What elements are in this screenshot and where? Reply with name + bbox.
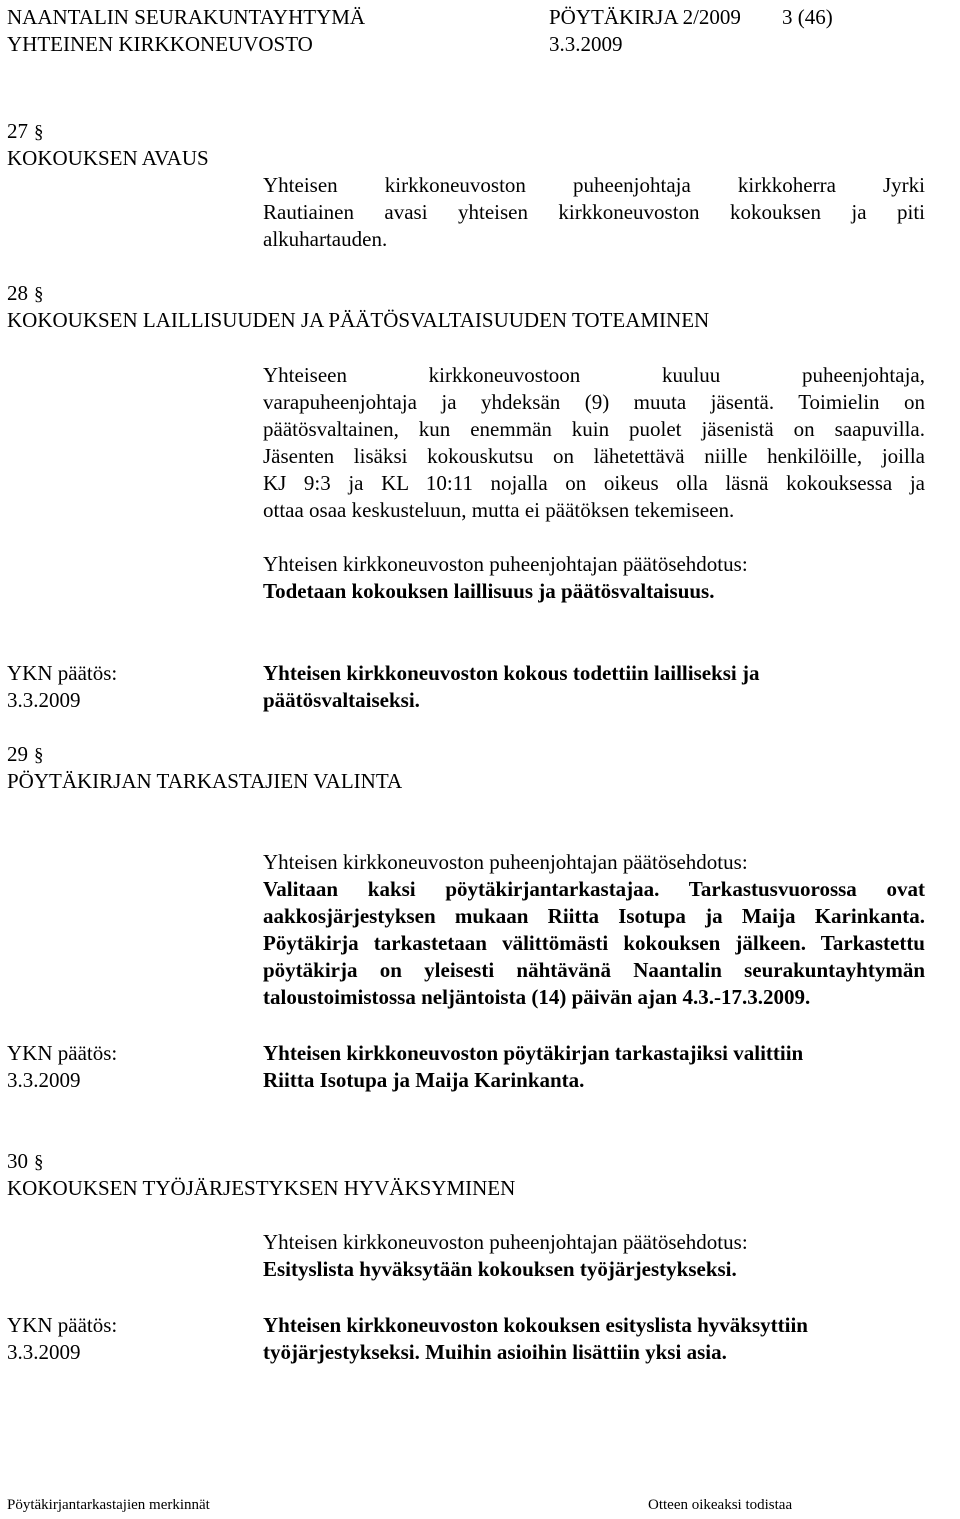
decision-label: YKN päätös: [7, 661, 118, 685]
decision-text [263, 660, 925, 714]
section-title: KOKOUKSEN LAILLISUUDEN JA PÄÄTÖSVALTAISUUDEN TOTEAMINEN [7, 308, 710, 332]
proposal-text: Todetaan kokouksen laillisuus ja päätösvaltaisuus. [263, 579, 715, 603]
proposal [263, 849, 925, 1011]
section-body [263, 362, 925, 524]
paragraph-icon: § [34, 122, 44, 143]
section-title: KOKOUKSEN AVAUS [7, 146, 209, 170]
decision-date: 3.3.2009 [7, 1068, 81, 1092]
section-title: KOKOUKSEN TYÖJÄRJESTYKSEN HYVÄKSYMINEN [7, 1176, 516, 1200]
proposal-text: Esityslista hyväksytään kokouksen työjärjestykseksi. [263, 1257, 737, 1281]
header-doc: PÖYTÄKIRJA 2/2009 [549, 5, 741, 29]
body-line: Yhteisen kirkkoneuvoston puheenjohtaja kirkkoherra Jyrki [263, 173, 925, 197]
proposal-label: Yhteisen kirkkoneuvoston puheenjohtajan päätösehdotus: [263, 552, 748, 576]
proposal [263, 1229, 925, 1283]
decision-line: Yhteisen kirkkoneuvoston kokouksen esityslista hyväksyttiin [263, 1313, 808, 1337]
body-line: päätösvaltainen, kun enemmän kuin puolet jäsenistä on saapuvilla. [263, 417, 925, 441]
section-number: 27 § [7, 118, 44, 146]
decision-label: YKN päätös: [7, 1041, 118, 1065]
decision-date: 3.3.2009 [7, 688, 81, 712]
proposal-text: pöytäkirja on yleisesti nähtävänä Naantalin seurakuntayhtymän [263, 958, 925, 982]
body-line: Rautiainen avasi yhteisen kirkkoneuvoston kokouksen ja piti [263, 200, 925, 224]
decision-label: YKN päätös: [7, 1313, 118, 1337]
paragraph-icon: § [34, 745, 44, 766]
header-page: 3 (46) [782, 5, 833, 29]
decision-text [263, 1312, 925, 1366]
decision-line: Yhteisen kirkkoneuvoston pöytäkirjan tarkastajiksi valittiin [263, 1041, 804, 1065]
decision-text [263, 1040, 925, 1094]
proposal-label: Yhteisen kirkkoneuvoston puheenjohtajan päätösehdotus: [263, 850, 748, 874]
proposal [263, 551, 925, 605]
decision-line: Yhteisen kirkkoneuvoston kokous todettiin lailliseksi ja [263, 661, 760, 685]
body-line: Jäsenten lisäksi kokouskutsu on lähetettävä niille henkilöille, joilla [263, 444, 925, 468]
section-number: 28 § [7, 280, 44, 308]
decision-line: päätösvaltaiseksi. [263, 688, 420, 712]
paragraph-icon: § [34, 284, 44, 305]
proposal-text: aakkosjärjestyksen mukaan Riitta Isotupa ja Maija Karinkanta. [263, 904, 925, 928]
proposal-label: Yhteisen kirkkoneuvoston puheenjohtajan päätösehdotus: [263, 1230, 748, 1254]
proposal-text: taloustoimistossa neljäntoista (14) päivän ajan 4.3.-17.3.2009. [263, 985, 811, 1009]
header-body: YHTEINEN KIRKKONEUVOSTO [7, 32, 313, 56]
proposal-text: Pöytäkirja tarkastetaan välittömästi kokouksen jälkeen. Tarkastettu [263, 931, 925, 955]
footer-reviewers-note: Pöytäkirjantarkastajien merkinnät [7, 1497, 210, 1513]
section-number: 30 § [7, 1148, 44, 1176]
section-title: PÖYTÄKIRJAN TARKASTAJIEN VALINTA [7, 769, 403, 793]
section-body [263, 172, 925, 253]
section-number: 29 § [7, 741, 44, 769]
paragraph-icon: § [34, 1152, 44, 1173]
body-line: Yhteiseen kirkkoneuvostoon kuuluu puheenjohtaja, [263, 363, 925, 387]
header-date: 3.3.2009 [549, 32, 623, 56]
decision-date: 3.3.2009 [7, 1340, 81, 1364]
body-line: ottaa osaa keskusteluun, mutta ei päätöksen tekemiseen. [263, 498, 735, 522]
body-line: varapuheenjohtaja ja yhdeksän (9) muuta jäsentä. Toimielin on [263, 390, 925, 414]
body-line: alkuhartauden. [263, 227, 388, 251]
proposal-text: Valitaan kaksi pöytäkirjantarkastajaa. Tarkastusvuorossa ovat [263, 877, 925, 901]
decision-line: Riitta Isotupa ja Maija Karinkanta. [263, 1068, 585, 1092]
decision-line: työjärjestykseksi. Muihin asioihin lisättiin yksi asia. [263, 1340, 727, 1364]
footer-certification: Otteen oikeaksi todistaa [648, 1497, 793, 1513]
header-org: NAANTALIN SEURAKUNTAYHTYMÄ [7, 5, 366, 29]
body-line: KJ 9:3 ja KL 10:11 nojalla on oikeus olla läsnä kokouksessa ja [263, 471, 925, 495]
